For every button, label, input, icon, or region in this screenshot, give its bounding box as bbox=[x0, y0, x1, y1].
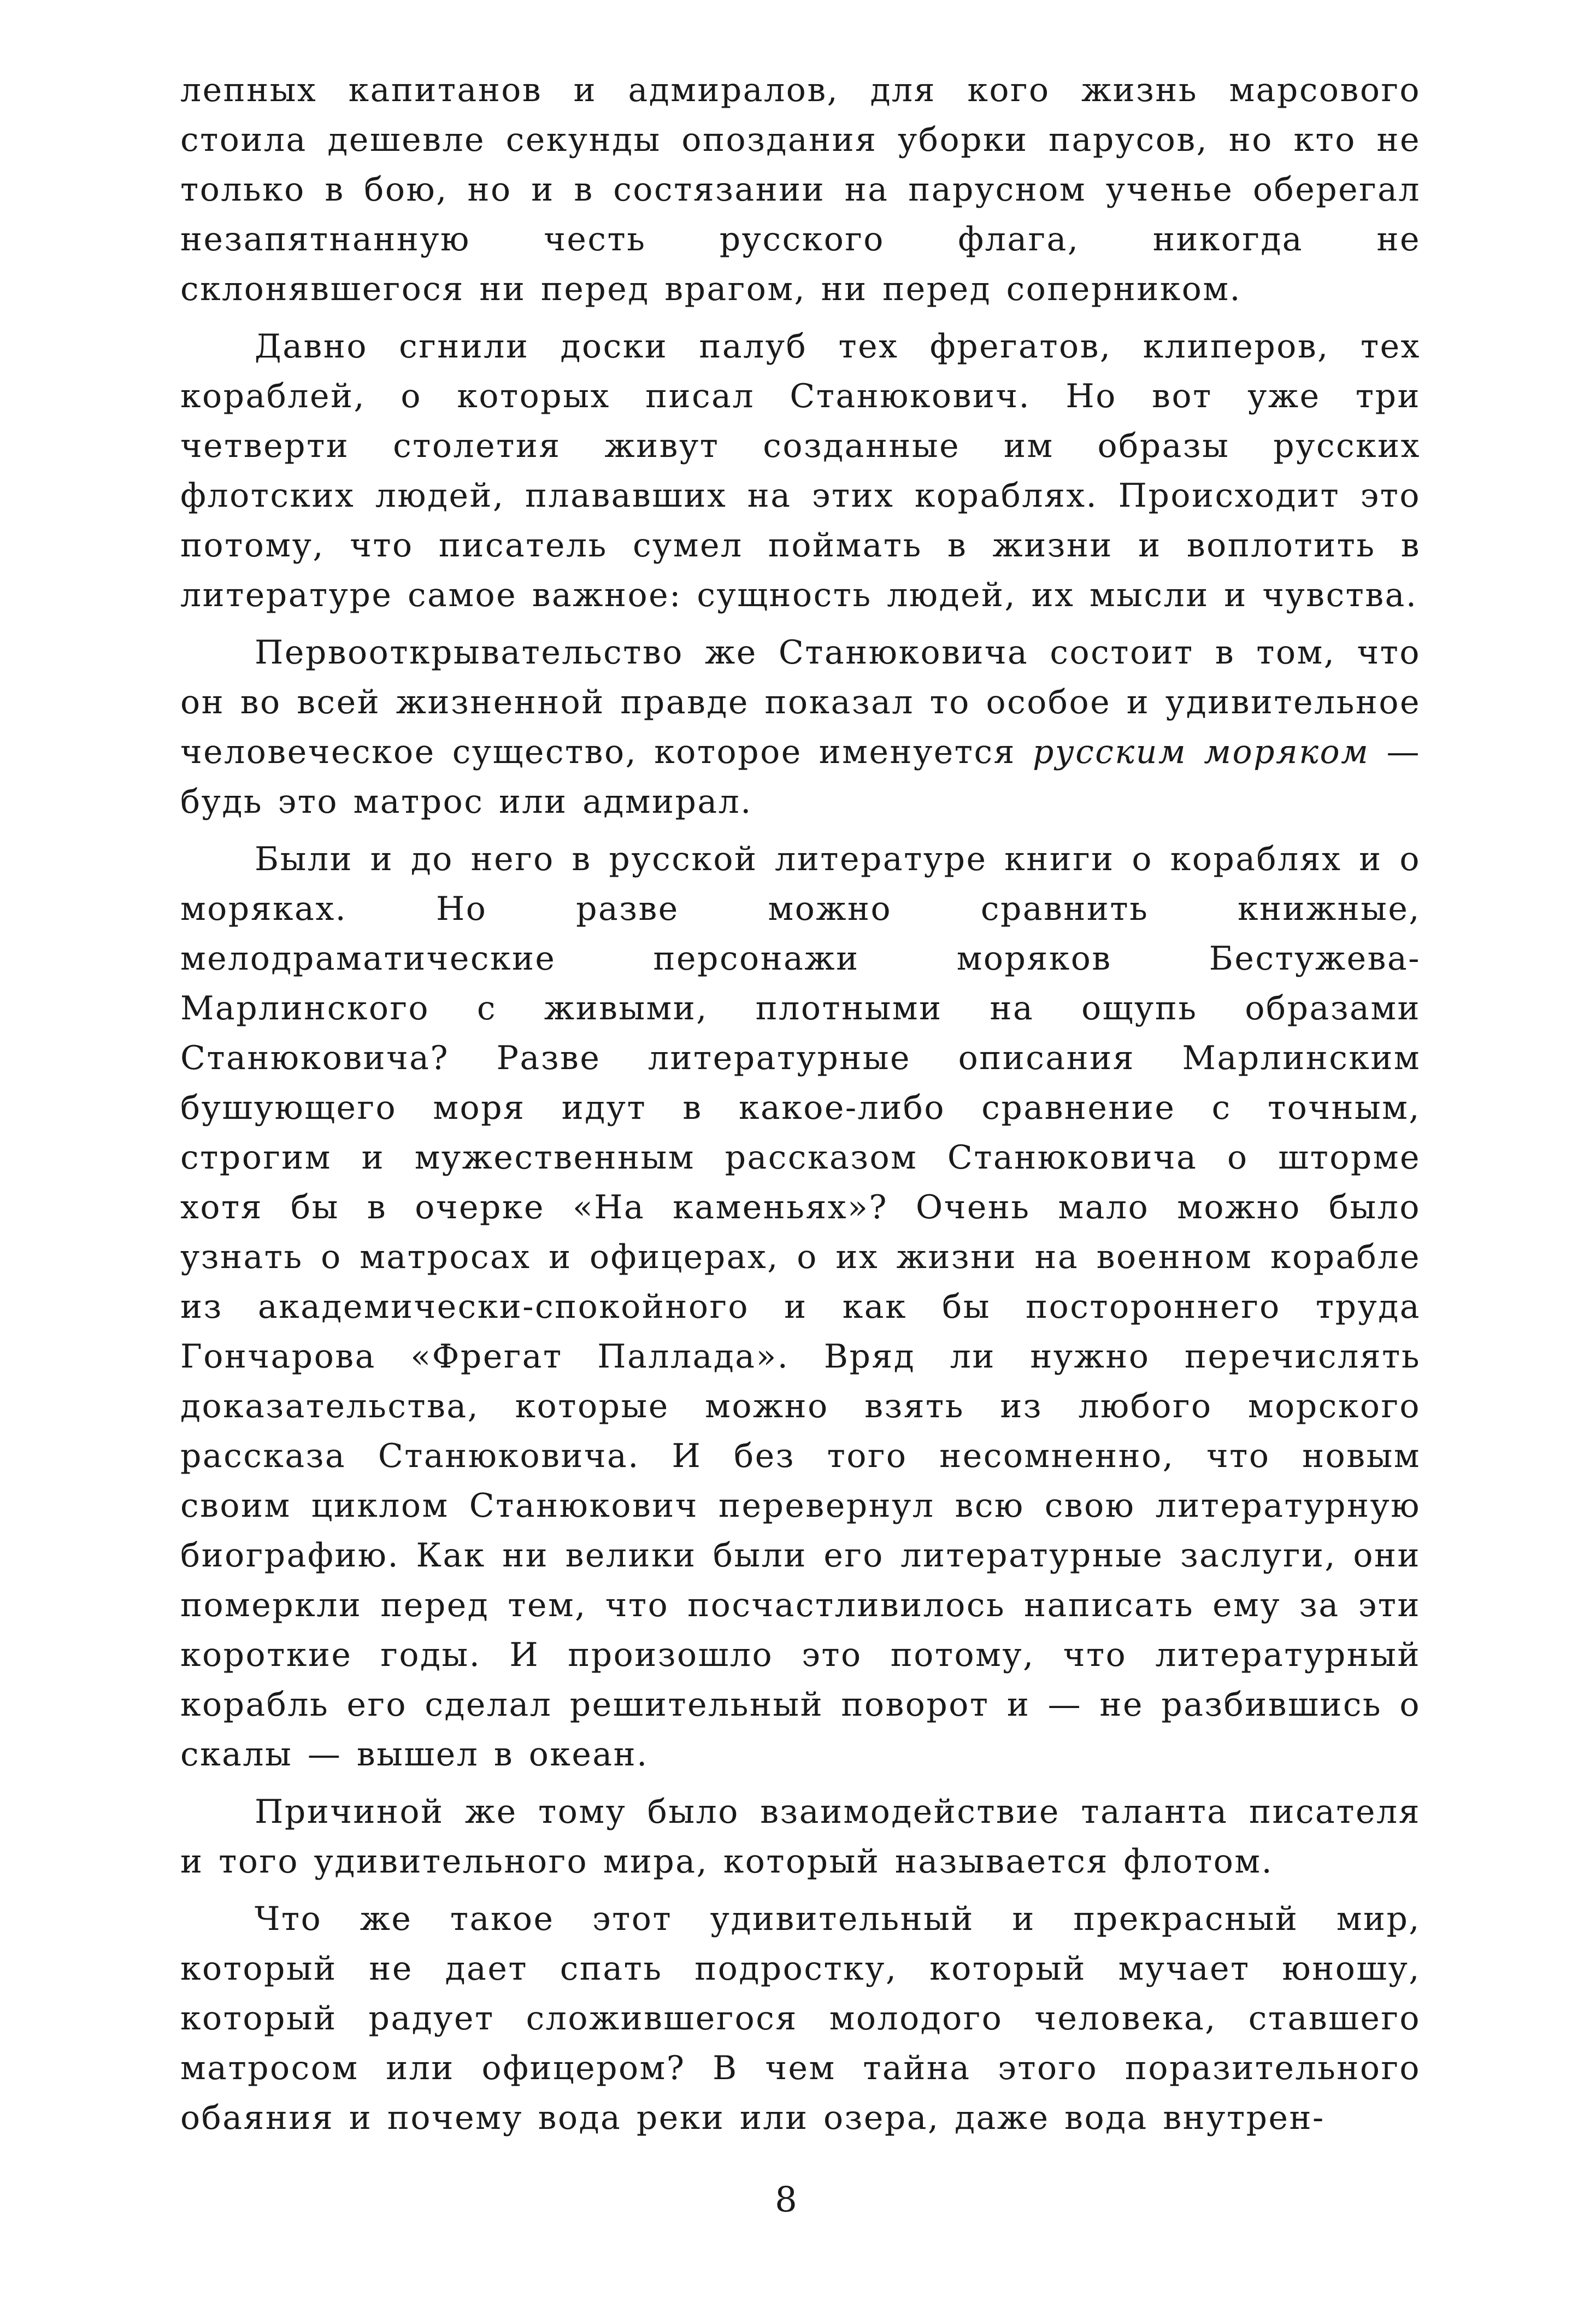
body-text bbox=[180, 66, 1421, 2151]
paragraph-3-italic-phrase: русским моряком bbox=[1032, 733, 1370, 771]
paragraph-2: Давно сгнили доски палуб тех фрегатов, клиперов, тех кораблей, о которых писал Станюкович. Но вот уже три четверти столетия живут созданные им образы русских флотских людей, плававших на этих кораблях. Происходит это потому, что писатель сумел поймать в жизни и воплотить в литературе самое важное: сущность людей, их мысли и чувства. bbox=[180, 327, 1421, 614]
page-number: 8 bbox=[775, 2180, 797, 2220]
paragraph-1-continuation: лепных капитанов и адмиралов, для кого жизнь марсового стоила дешевле секунды опоздания уборки парусов, но кто не только в бою, но и в состязании на парусном ученье оберегал незапятнанную честь русского флага, никогда не склонявшегося ни перед врагом, ни перед соперником. bbox=[180, 71, 1421, 308]
paragraph-6: Что же такое этот удивительный и прекрасный мир, который не дает спать подростку, который мучает юношу, который радует сложившегося молодого человека, ставшего матросом или офицером? В чем тайна этого поразительного обаяния и почему вода реки или озера, даже вода внутрен- bbox=[180, 1900, 1421, 2137]
paragraph-3 bbox=[180, 628, 1421, 827]
paragraph-3-text-before: Первооткрывательство же Станюковича состоит в том, что он во всей жизненной правде показал то особое и удивительное человеческое существо, которое именуется bbox=[180, 633, 1421, 771]
paragraph-4: Были и до него в русской литературе книги о кораблях и о моряках. Но разве можно сравнить книжные, мелодраматические персонажи моряков Бестужева-Марлинского с живыми, плотными на ощупь образами Станюковича? Разве литературные описания Марлинским бушующего моря идут в какое-либо сравнение с точным, строгим и мужественным рассказом Станюковича о шторме хотя бы в очерке «На каменьях»? Очень мало можно было узнать о матросах и офицерах, о их жизни на военном корабле из академически-спокойного и как бы постороннего труда Гончарова «Фрегат Паллада». Вряд ли нужно перечислять доказательства, которые можно взять из любого морского рассказа Станюковича. И без того несомненно, что новым своим циклом Станюкович перевернул всю свою литературную биографию. Как ни велики были его литературные заслуги, они померкли перед тем, что посчастливилось написать ему за эти короткие годы. И произошло это потому, что литературный корабль его сделал решительный поворот и — не разбившись о скалы — вышел в океан. bbox=[180, 840, 1421, 1774]
paragraph-5: Причиной же тому было взаимодействие таланта писателя и того удивительного мира, который называется флотом. bbox=[180, 1793, 1421, 1881]
paragraph-3-text-after: — будь это матрос или адмирал. bbox=[180, 733, 1421, 821]
